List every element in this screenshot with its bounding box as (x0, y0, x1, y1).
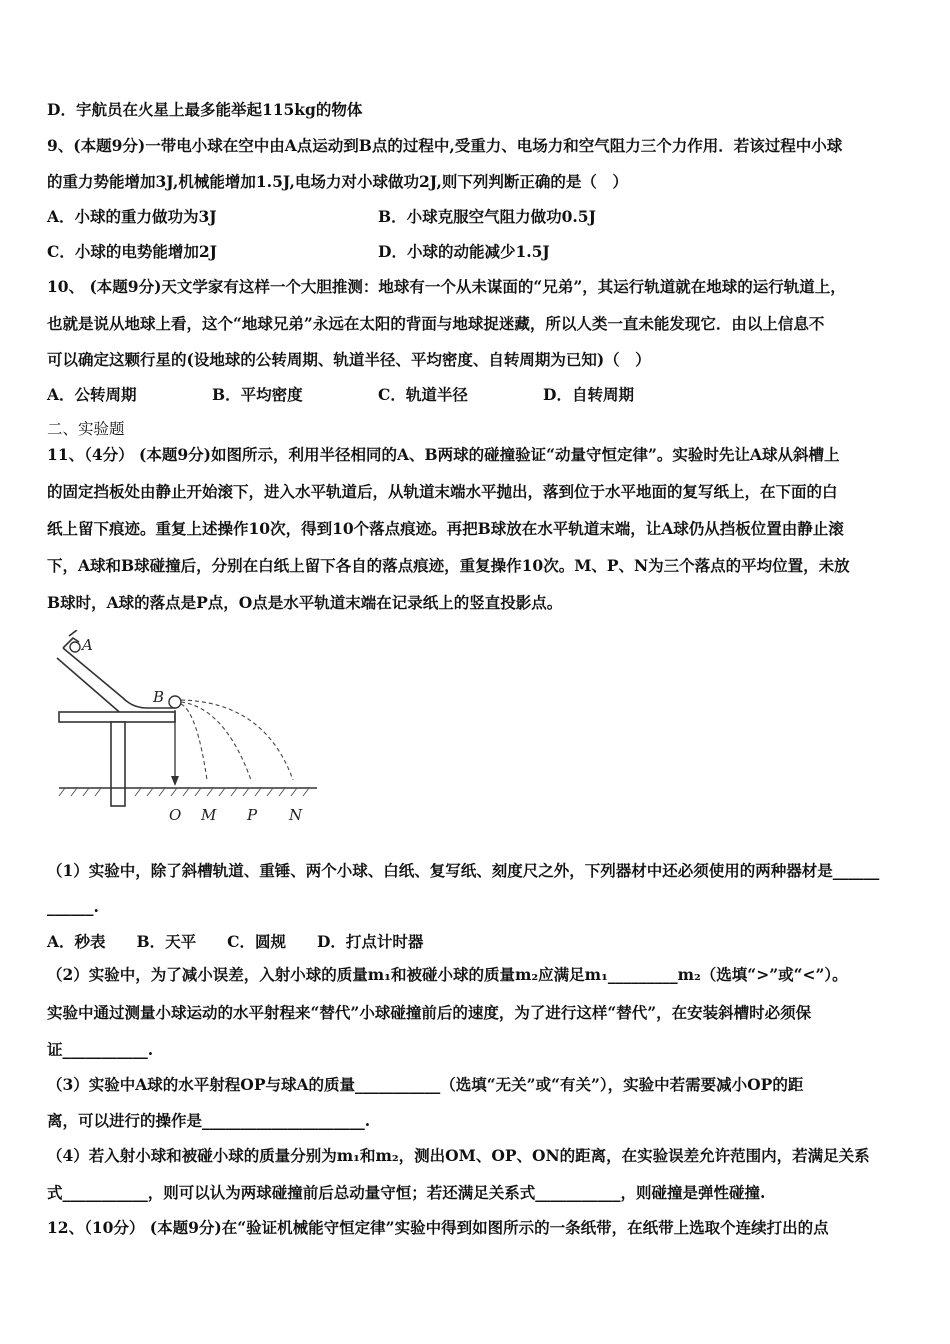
ball-b (169, 696, 181, 708)
q11-part2-line-2: 实验中通过测量小球运动的水平射程来“替代”小球碰撞前后的速度，为了进行这样“替代”，在安装斜槽时必须保 (47, 1003, 812, 1022)
horizontal-track (59, 712, 175, 722)
q10-option-c: C．轨道半径 (378, 385, 468, 404)
q11-stem-line-2: 的固定挡板处由静止开始滚下，进入水平轨道后，从轨道末端水平抛出，落到位于水平地面的复写纸上，在下面的白 (47, 482, 838, 501)
label-n: N (289, 806, 303, 824)
ground-hatching (59, 788, 309, 796)
q11-stem-line-5: B球时，A球的落点是P点，O点是水平轨道末端在记录纸上的竖直投影点。 (47, 593, 563, 612)
q11-part1-line-1: （1）实验中，除了斜槽轨道、重锤、两个小球、白纸、复写纸、刻度尺之外，下列器材中还必须使用的两种器材是______ (47, 861, 880, 880)
q11-part3-line-1: （3）实验中A球的水平射程OP与球A的质量___________（选填“无关”或“有关”），实验中若需要减小OP的距 (47, 1075, 804, 1094)
q11-part3-line-2: 离，可以进行的操作是_____________________. (47, 1111, 371, 1130)
trajectory-n (181, 700, 293, 780)
plumb-arrow (171, 776, 179, 786)
q12-stem-line-1: 12、（10分） (本题9分)在“验证机械能守恒定律”实验中得到如图所示的一条纸带，在纸带上选取个连续打出的点 (47, 1218, 829, 1237)
q10-option-d: D．自转周期 (543, 385, 634, 404)
q9-option-c: C．小球的电势能增加2J (47, 242, 217, 261)
q10-stem-line-1: 10、 (本题9分)天文学家有这样一个大胆推测：地球有一个从未谋面的“兄弟”，其运行轨道就在地球的运行轨道上， (47, 277, 846, 296)
q9-option-b: B．小球克服空气阻力做功0.5J (378, 207, 596, 226)
q9-option-d: D．小球的动能减少1.5J (378, 242, 550, 261)
q11-part1-options: A．秒表 B．天平 C．圆规 D．打点计时器 (47, 932, 424, 951)
section-heading: 二、实验题 (47, 420, 125, 438)
trajectories (181, 700, 293, 780)
q11-stem-line-1: 11、（4分） (本题9分)如图所示，利用半径相同的A、B两球的碰撞验证“动量守恒定律”。实验时先让A球从斜槽上 (47, 445, 840, 464)
q11-part2-line-3: 证___________. (47, 1040, 154, 1059)
label-p: P (247, 806, 258, 824)
q11-part4-line-1: （4）若入射小球和被碰小球的质量分别为m₁和m₂，测出OM、OP、ON的距离，在实验误差允许范围内，若满足关系 (47, 1146, 870, 1165)
q9-stem-line-1: 9、(本题9分)一带电小球在空中由A点运动到B点的过程中,受重力、电场力和空气阻力三个力作用．若该过程中小球 (47, 136, 843, 155)
label-b: B (153, 688, 165, 706)
q11-part2-line-1: （2）实验中，为了减小误差，入射小球的质量m₁和被碰小球的质量m₂应满足m₁_________m₂（选填“>”或“<”）。 (47, 965, 848, 984)
q10-stem-line-3: 可以确定这颗行星的(设地球的公转周期、轨道半径、平均密度、自转周期为已知)（ ） (47, 350, 651, 369)
q9-stem-line-2: 的重力势能增加3J,机械能增加1.5J,电场力对小球做功2J,则下列判断正确的是（ ） (47, 172, 628, 191)
ball-a (70, 642, 80, 652)
trajectory-m (181, 704, 207, 780)
q11-stem-line-4: 下，A球和B球碰撞后，分别在白纸上留下各自的落点痕迹，重复操作10次。M、P、N为三个落点的平均位置，未放 (47, 556, 850, 575)
label-a: A (82, 636, 93, 654)
q8-option-d: D．宇航员在火星上最多能举起115kg的物体 (47, 100, 363, 119)
label-o: O (169, 806, 182, 824)
q11-stem-line-3: 纸上留下痕迹。重复上述操作10次，得到10个落点痕迹。再把B球放在水平轨道末端，让A球仍从挡板位置由静止滚 (47, 519, 844, 538)
q11-part1-line-2: ______. (47, 897, 99, 916)
collision-apparatus-figure (55, 630, 330, 830)
q9-option-a: A．小球的重力做功为3J (47, 207, 217, 226)
trajectory-p (181, 702, 251, 780)
q11-part4-line-2: 式___________，则可以认为两球碰撞前后总动量守恒；若还满足关系式___________，则碰撞是弹性碰撞. (47, 1183, 766, 1202)
apparatus-diagram (55, 630, 330, 830)
stand-post (111, 722, 125, 806)
q10-option-b: B．平均密度 (212, 385, 303, 404)
q10-stem-line-2: 也就是说从地球上看，这个“地球兄弟”永远在太阳的背面与地球捉迷藏，所以人类一直未能发现它．由以上信息不 (47, 314, 825, 333)
q10-option-a: A．公转周期 (47, 385, 137, 404)
label-m: M (201, 806, 217, 824)
